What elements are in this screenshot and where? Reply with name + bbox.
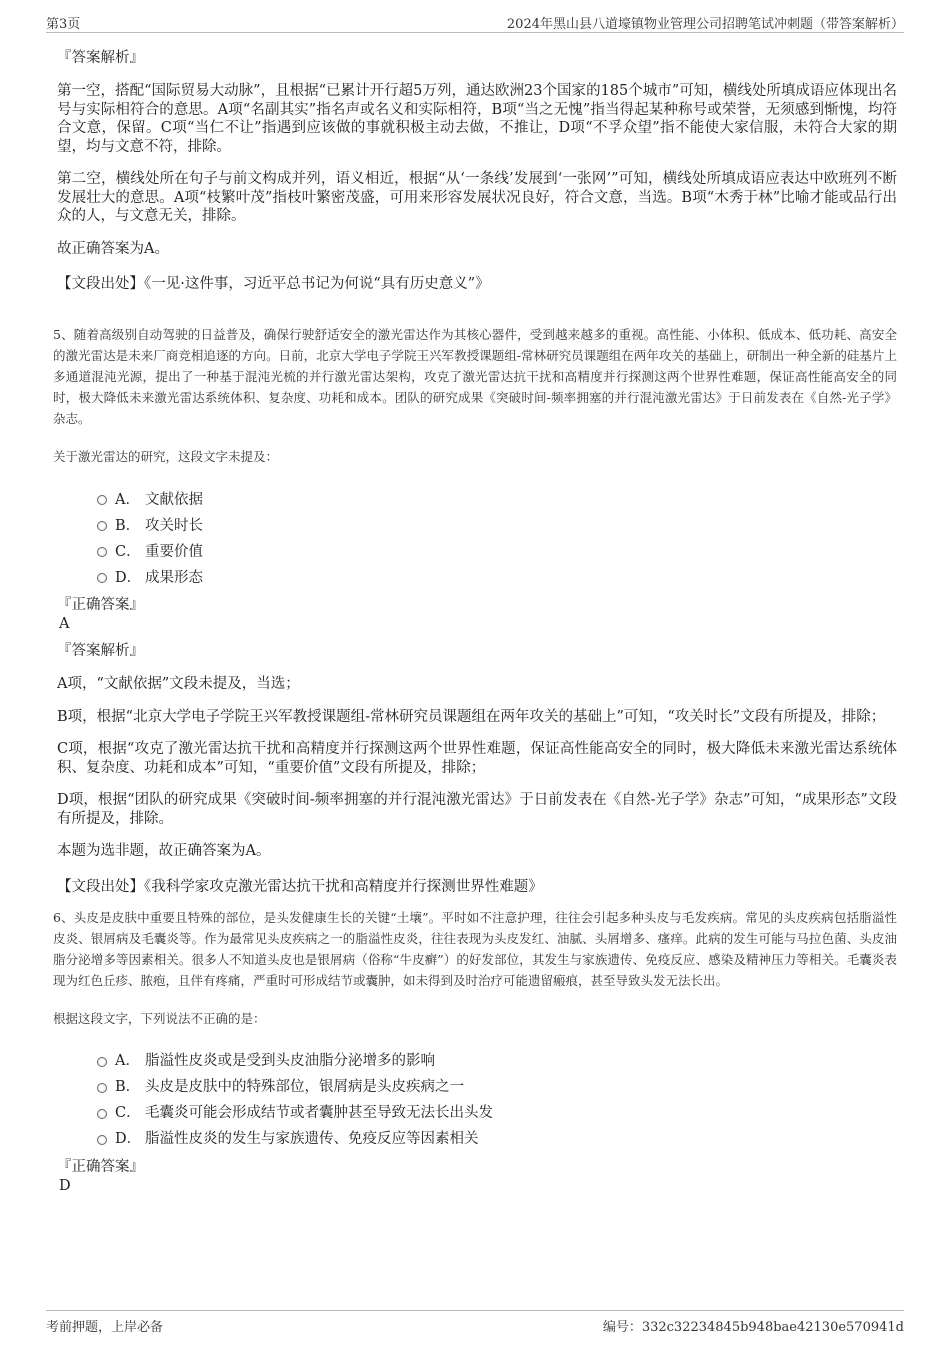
option-letter: B． bbox=[115, 1079, 141, 1095]
footer-slogan: 考前押题，上岸必备 bbox=[46, 1320, 164, 1335]
option-text: 脂溢性皮炎或是受到头皮油脂分泌增多的影响 bbox=[145, 1053, 435, 1069]
radio-icon[interactable] bbox=[97, 1135, 107, 1145]
option-text: 头皮是皮肤中的特殊部位，银屑病是头皮疾病之一 bbox=[145, 1079, 464, 1095]
q5-analysis-b: B项，根据“北京大学电子学院王兴军教授课题组-常林研究员课题组在两年攻关的基础上”可知，“攻关时长”文段有所提及，排除； bbox=[57, 708, 886, 725]
page-footer bbox=[46, 1310, 904, 1337]
q5-analysis-d: D项，根据“团队的研究成果《突破时间-频率拥塞的并行混沌激光雷达》于日前发表在《自然-光子学》杂志”可知，“成果形态”文段有所提及，排除。 bbox=[57, 792, 897, 827]
q6-options bbox=[97, 1047, 897, 1151]
q5-option-c[interactable] bbox=[97, 537, 897, 563]
radio-icon[interactable] bbox=[97, 1109, 107, 1119]
q5-options bbox=[97, 485, 897, 589]
q6-question-text: 6、头皮是皮肤中重要且特殊的部位，是头发健康生长的关键“土壤”。平时如不注意护理，往往会引起多种头皮与毛发疾病。常见的头皮疾病包括脂溢性皮炎、银屑病及毛囊炎等。作为最常见头皮疾病之一的脂溢性皮炎，往往表现为头皮发红、油腻、头屑增多、瘙痒。此病的发生可能与马拉色菌、头皮油脂分泌增多等因素相关。很多人不知道头皮也是银屑病（俗称“牛皮癣”）的好发部位，其发生与家族遗传、免疫反应、感染及精神压力等相关。毛囊炎表现为红色丘疹、脓疱，且伴有疼痛，严重时可形成结节或囊肿，如未得到及时治疗可能遗留瘢痕，甚至导致头发无法长出。 bbox=[53, 909, 897, 988]
option-letter: A． bbox=[115, 1053, 140, 1069]
q4-analysis-p3: 故正确答案为A。 bbox=[57, 240, 169, 257]
q6-option-c[interactable] bbox=[97, 1099, 897, 1125]
q5-question-text: 5、随着高级别自动驾驶的日益普及，确保行驶舒适安全的激光雷达作为其核心器件，受到越来越多的重视。高性能、小体积、低成本、低功耗、高安全的激光雷达是未来厂商竞相追逐的方向。日前，北京大学电子学院王兴军教授课题组-常林研究员课题组在两年攻关的基础上，研制出一种全新的硅基片上多通道混沌光源，提出了一种基于混沌光梳的并行激光雷达架构，攻克了激光雷达抗干扰和高精度并行探测这两个世界性难题，保证高性能高安全的同时，极大降低未来激光雷达系统体积、复杂度、功耗和成本。团队的研究成果《突破时间-频率拥塞的并行混沌激光雷达》于日前发表在《自然-光子学》杂志。 bbox=[53, 327, 897, 426]
q5-option-b[interactable] bbox=[97, 511, 897, 537]
option-letter: C． bbox=[115, 543, 141, 560]
radio-icon[interactable] bbox=[97, 547, 107, 557]
option-letter: B． bbox=[115, 517, 141, 534]
radio-icon[interactable] bbox=[97, 1083, 107, 1093]
option-letter: D． bbox=[115, 1131, 142, 1147]
q5-analysis-tag: 『答案解析』 bbox=[57, 643, 144, 659]
q5-option-d[interactable] bbox=[97, 563, 897, 589]
option-text: 重要价值 bbox=[145, 543, 203, 560]
option-letter: C． bbox=[115, 1105, 141, 1121]
option-letter: A． bbox=[115, 491, 140, 508]
q5-analysis-c: C项，根据“攻克了激光雷达抗干扰和高精度并行探测这两个世界性难题，保证高性能高安全的同时，极大降低未来激光雷达系统体积、复杂度、功耗和成本”可知，“重要价值”文段有所提及，排除； bbox=[57, 741, 897, 776]
q6-prompt: 根据这段文字，下列说法不正确的是： bbox=[53, 1010, 266, 1026]
q5-analysis-a: A项，“文献依据”文段未提及，当选； bbox=[57, 676, 300, 692]
q6-option-a[interactable] bbox=[97, 1047, 897, 1073]
radio-icon[interactable] bbox=[97, 573, 107, 583]
q5-answer: A bbox=[59, 616, 70, 632]
q5-analysis-conclusion: 本题为选非题，故正确答案为A。 bbox=[57, 843, 271, 859]
q6-option-d[interactable] bbox=[97, 1125, 897, 1151]
code-label: 编号： bbox=[602, 1320, 642, 1335]
radio-icon[interactable] bbox=[97, 1057, 107, 1067]
q5-prompt: 关于激光雷达的研究，这段文字未提及： bbox=[53, 449, 279, 464]
option-text: 成果形态 bbox=[145, 569, 203, 586]
page-header bbox=[46, 10, 904, 33]
q4-analysis-tag: 『答案解析』 bbox=[57, 50, 144, 66]
q5-answer-tag: 『正确答案』 bbox=[57, 597, 144, 613]
option-text: 攻关时长 bbox=[145, 517, 203, 534]
q6-answer: D bbox=[59, 1177, 71, 1194]
footer-code bbox=[603, 1316, 904, 1335]
q4-analysis-p2: 第二空，横线处所在句子与前文构成并列，语义相近，根据“从‘一条线’发展到‘一张网’”可知，横线处所填成语应表达中欧班列不断发展壮大的意思。A项“枝繁叶茂”指枝叶繁密茂盛，可用来形容发展状况良好，符合文意，当选。B项“木秀于林”比喻才能或品行出众的人，与文意无关，排除。 bbox=[57, 171, 897, 224]
radio-icon[interactable] bbox=[97, 495, 107, 505]
option-text: 脂溢性皮炎的发生与家族遗传、免疫反应等因素相关 bbox=[145, 1131, 479, 1147]
page-number: 第3页 bbox=[46, 17, 81, 32]
option-letter: D． bbox=[115, 569, 142, 586]
q4-source: 【文段出处】《一见·这件事，习近平总书记为何说“具有历史意义”》 bbox=[57, 276, 490, 292]
option-text: 毛囊炎可能会形成结节或者囊肿甚至导致无法长出头发 bbox=[145, 1105, 493, 1121]
code-value: 332c32234845b948bae42130e570941d bbox=[641, 1320, 904, 1335]
q5-option-a[interactable] bbox=[97, 485, 897, 511]
radio-icon[interactable] bbox=[97, 521, 107, 531]
q4-analysis-p1: 第一空，搭配“国际贸易大动脉”，且根据“已累计开行超5万列，通达欧洲23个国家的185个城市”可知，横线处所填成语应体现出名号与实际相符合的意思。A项“名副其实”指名声或名义和实际相符，B项“当之无愧”指当得起某种称号或荣誉，无须感到惭愧，均符合文意，保留。C项“当仁不让”指遇到应该做的事就积极主动去做，不推让，D项“不孚众望”指不能使大家信服，未符合大家的期望，均与文意不符，排除。 bbox=[57, 83, 897, 155]
q6-answer-tag: 『正确答案』 bbox=[57, 1158, 144, 1175]
q6-option-b[interactable] bbox=[97, 1073, 897, 1099]
document-title: 2024年黑山县八道壕镇物业管理公司招聘笔试冲刺题（带答案解析） bbox=[506, 17, 904, 32]
option-text: 文献依据 bbox=[145, 491, 203, 508]
page-content bbox=[53, 40, 897, 1195]
q5-source: 【文段出处】《我科学家攻克激光雷达抗干扰和高精度并行探测世界性难题》 bbox=[57, 878, 543, 895]
